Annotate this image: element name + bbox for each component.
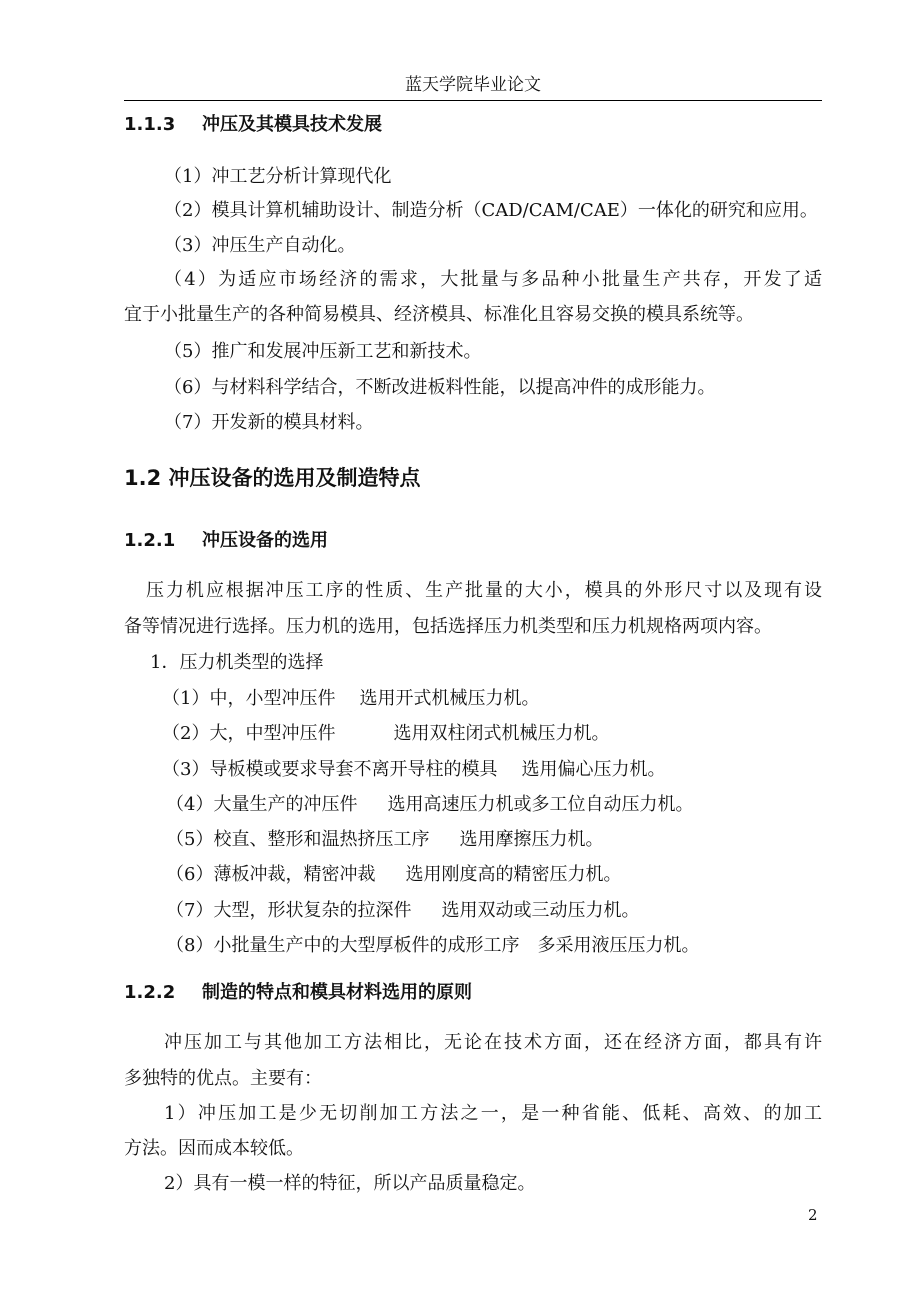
item-selection: 选用双动或三动压力机。 (441, 900, 640, 921)
item-condition: （7）大型，形状复杂的拉深件 (166, 900, 412, 921)
item-condition: （8）小批量生产中的大型厚板件的成形工序 (166, 935, 520, 956)
item-condition: （3）导板模或要求导套不离开导柱的模具 (162, 759, 498, 780)
section-number: 1.2.1 (124, 530, 176, 551)
section-heading-1-2-2 (124, 980, 472, 1006)
item-condition: （5）校直、整形和温热挤压工序 (166, 829, 430, 850)
list-item (166, 933, 699, 959)
item-selection: 选用摩擦压力机。 (459, 829, 604, 850)
section-heading-1-1-3 (124, 112, 382, 138)
item-condition: （6）薄板冲裁，精密冲裁 (166, 864, 376, 885)
item-selection: 选用双柱闭式机械压力机。 (393, 723, 610, 744)
paragraph-line: 方法。因而成本较低。 (124, 1138, 304, 1159)
page-number: 2 (808, 1206, 818, 1224)
list-item: （1）冲工艺分析计算现代化 (164, 166, 392, 187)
paragraph-line: 冲压加工与其他加工方法相比，无论在技术方面，还在经济方面，都具有许 (164, 1032, 822, 1053)
item-selection: 选用高速压力机或多工位自动压力机。 (387, 794, 694, 815)
section-heading-1-2-1 (124, 528, 328, 554)
list-item: （3）冲压生产自动化。 (164, 235, 356, 256)
list-item: （4）为适应市场经济的需求，大批量与多品种小批量生产共存，开发了适 (164, 269, 822, 290)
list-item-continuation: 宜于小批量生产的各种简易模具、经济模具、标准化且容易交换的模具系统等。 (124, 304, 754, 325)
item-condition: （4）大量生产的冲压件 (166, 794, 358, 815)
list-item (166, 862, 621, 888)
subheading: 1．压力机类型的选择 (150, 652, 324, 673)
paragraph-line: 压力机应根据冲压工序的性质、生产批量的大小，模具的外形尺寸以及现有设 (146, 580, 822, 601)
paragraph-line: 1）冲压加工是少无切削加工方法之一，是一种省能、低耗、高效、的加工 (164, 1103, 822, 1124)
paragraph-line: 备等情况进行选择。压力机的选用，包括选择压力机类型和压力机规格两项内容。 (124, 616, 772, 637)
section-heading-1-2: 1.2 冲压设备的选用及制造特点 (124, 466, 421, 490)
section-title: 冲压设备的选用 (202, 530, 328, 551)
item-condition: （1）中，小型冲压件 (162, 688, 336, 709)
list-item (166, 827, 603, 853)
list-item (166, 792, 693, 818)
section-number: 1.1.3 (124, 114, 176, 135)
list-item (162, 721, 609, 747)
item-selection: 多采用液压压力机。 (537, 935, 700, 956)
list-item: （7）开发新的模具材料。 (164, 412, 374, 433)
list-item: （2）模具计算机辅助设计、制造分析（CAD/CAM/CAE）一体化的研究和应用。 (164, 200, 818, 221)
paragraph-line: 2）具有一模一样的特征，所以产品质量稳定。 (164, 1173, 536, 1194)
item-selection: 选用刚度高的精密压力机。 (405, 864, 622, 885)
list-item (162, 757, 665, 783)
item-selection: 选用开式机械压力机。 (359, 688, 540, 709)
list-item (166, 898, 639, 924)
section-title: 冲压及其模具技术发展 (202, 114, 382, 135)
list-item: （6）与材料科学结合，不断改进板料性能，以提高冲件的成形能力。 (164, 377, 716, 398)
item-selection: 选用偏心压力机。 (521, 759, 666, 780)
section-title: 制造的特点和模具材料选用的原则 (202, 982, 472, 1003)
list-item (162, 686, 539, 712)
item-condition: （2）大，中型冲压件 (162, 723, 336, 744)
paragraph-line: 多独特的优点。主要有： (124, 1068, 322, 1089)
section-number: 1.2.2 (124, 982, 176, 1003)
list-item: （5）推广和发展冲压新工艺和新技术。 (164, 341, 482, 362)
header-divider (124, 100, 822, 101)
page-header-title: 蓝天学院毕业论文 (405, 75, 541, 95)
